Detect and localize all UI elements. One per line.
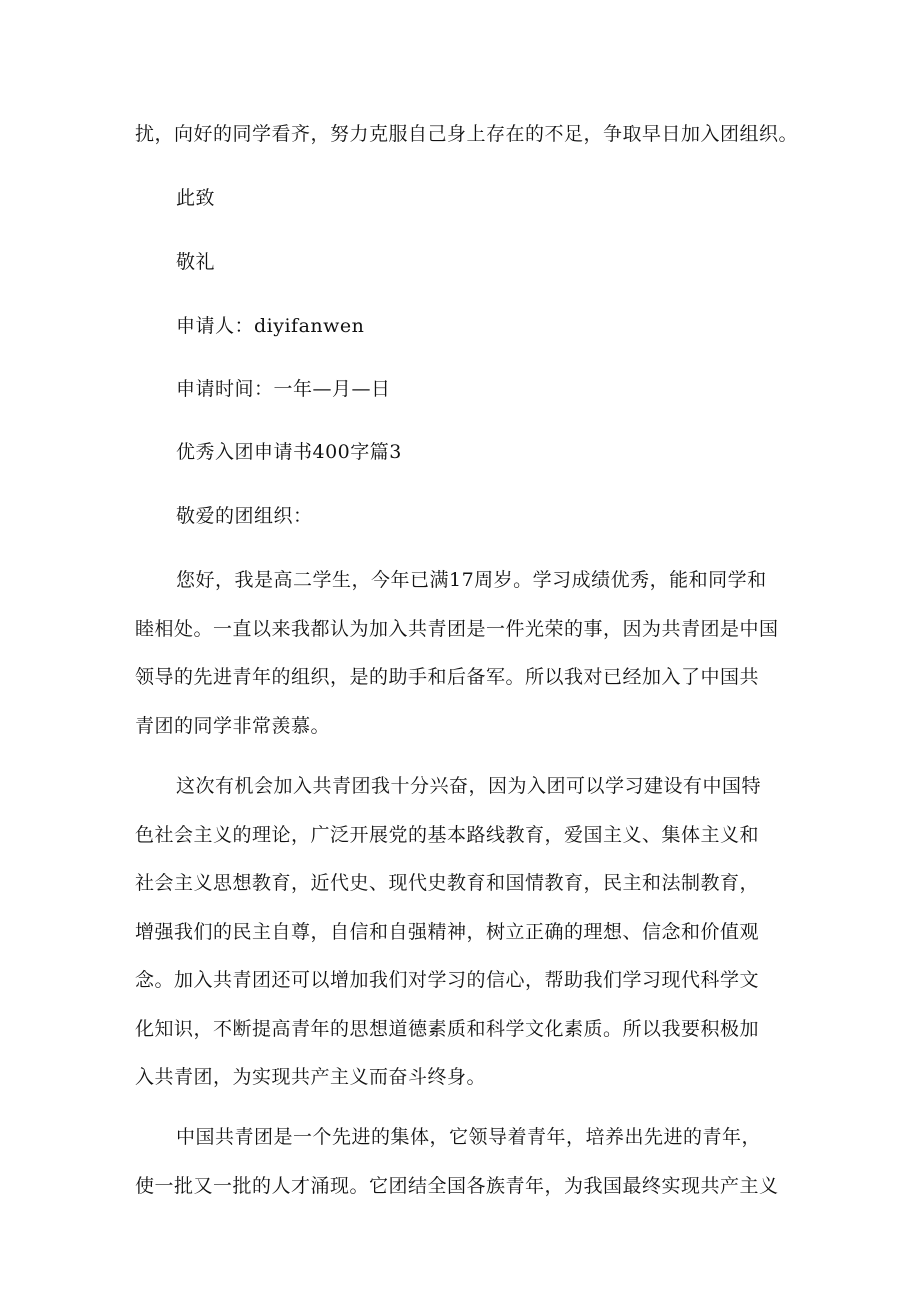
salutation: 敬爱的团组织： — [176, 505, 313, 527]
paragraph-line: 化知识，不断提高青年的思想道德素质和科学文化素质。所以我要积极加 — [135, 1017, 760, 1040]
paragraph-line: 入共青团，为实现共产主义而奋斗终身。 — [135, 1066, 487, 1088]
paragraph-line: 社会主义思想教育，近代史、现代史教育和国情教育，民主和法制教育， — [135, 872, 760, 894]
paragraph-line: 领导的先进青年的组织，是的助手和后备军。所以我对已经加入了中国共 — [135, 666, 760, 688]
paragraph-2 — [135, 762, 761, 1102]
paragraph-line: 睦相处。一直以来我都认为加入共青团是一件光荣的事，因为共青团是中国 — [135, 617, 779, 640]
paragraph-line: 使一批又一批的人才涌现。它团结全国各族青年，为我国最终实现共产主义 — [135, 1174, 779, 1197]
section-title: 优秀入团申请书400字篇3 — [176, 441, 402, 463]
paragraph-line: 青团的同学非常羡慕。 — [135, 714, 331, 737]
closing-ci-zhi: 此致 — [176, 187, 216, 209]
paragraph-1 — [135, 556, 779, 750]
paragraph-line: 增强我们的民主自尊，自信和自强精神，树立正确的理想、信念和价值观 — [135, 920, 760, 943]
paragraph-line: 您好，我是高二学生，今年已满17周岁。学习成绩优秀，能和同学和 — [176, 569, 767, 591]
paragraph-line: 念。加入共青团还可以增加我们对学习的信心，帮助我们学习现代科学文 — [135, 969, 760, 991]
paragraph-line: 色社会主义的理论，广泛开展党的基本路线教育，爱国主义、集体主义和 — [135, 823, 760, 846]
paragraph-3 — [135, 1113, 779, 1210]
applicant-line: 申请人：diyifanwen — [176, 315, 365, 337]
closing-jing-li: 敬礼 — [176, 251, 216, 273]
application-date: 申请时间：一年—月—日 — [176, 378, 391, 400]
continuation-line: 扰，向好的同学看齐，努力克服自己身上存在的不足，争取早日加入团组织。 — [135, 123, 799, 145]
paragraph-line: 这次有机会加入共青团我十分兴奋，因为入团可以学习建设有中国特 — [176, 775, 762, 797]
paragraph-line: 中国共青团是一个先进的集体，它领导着青年，培养出先进的青年， — [176, 1126, 762, 1148]
